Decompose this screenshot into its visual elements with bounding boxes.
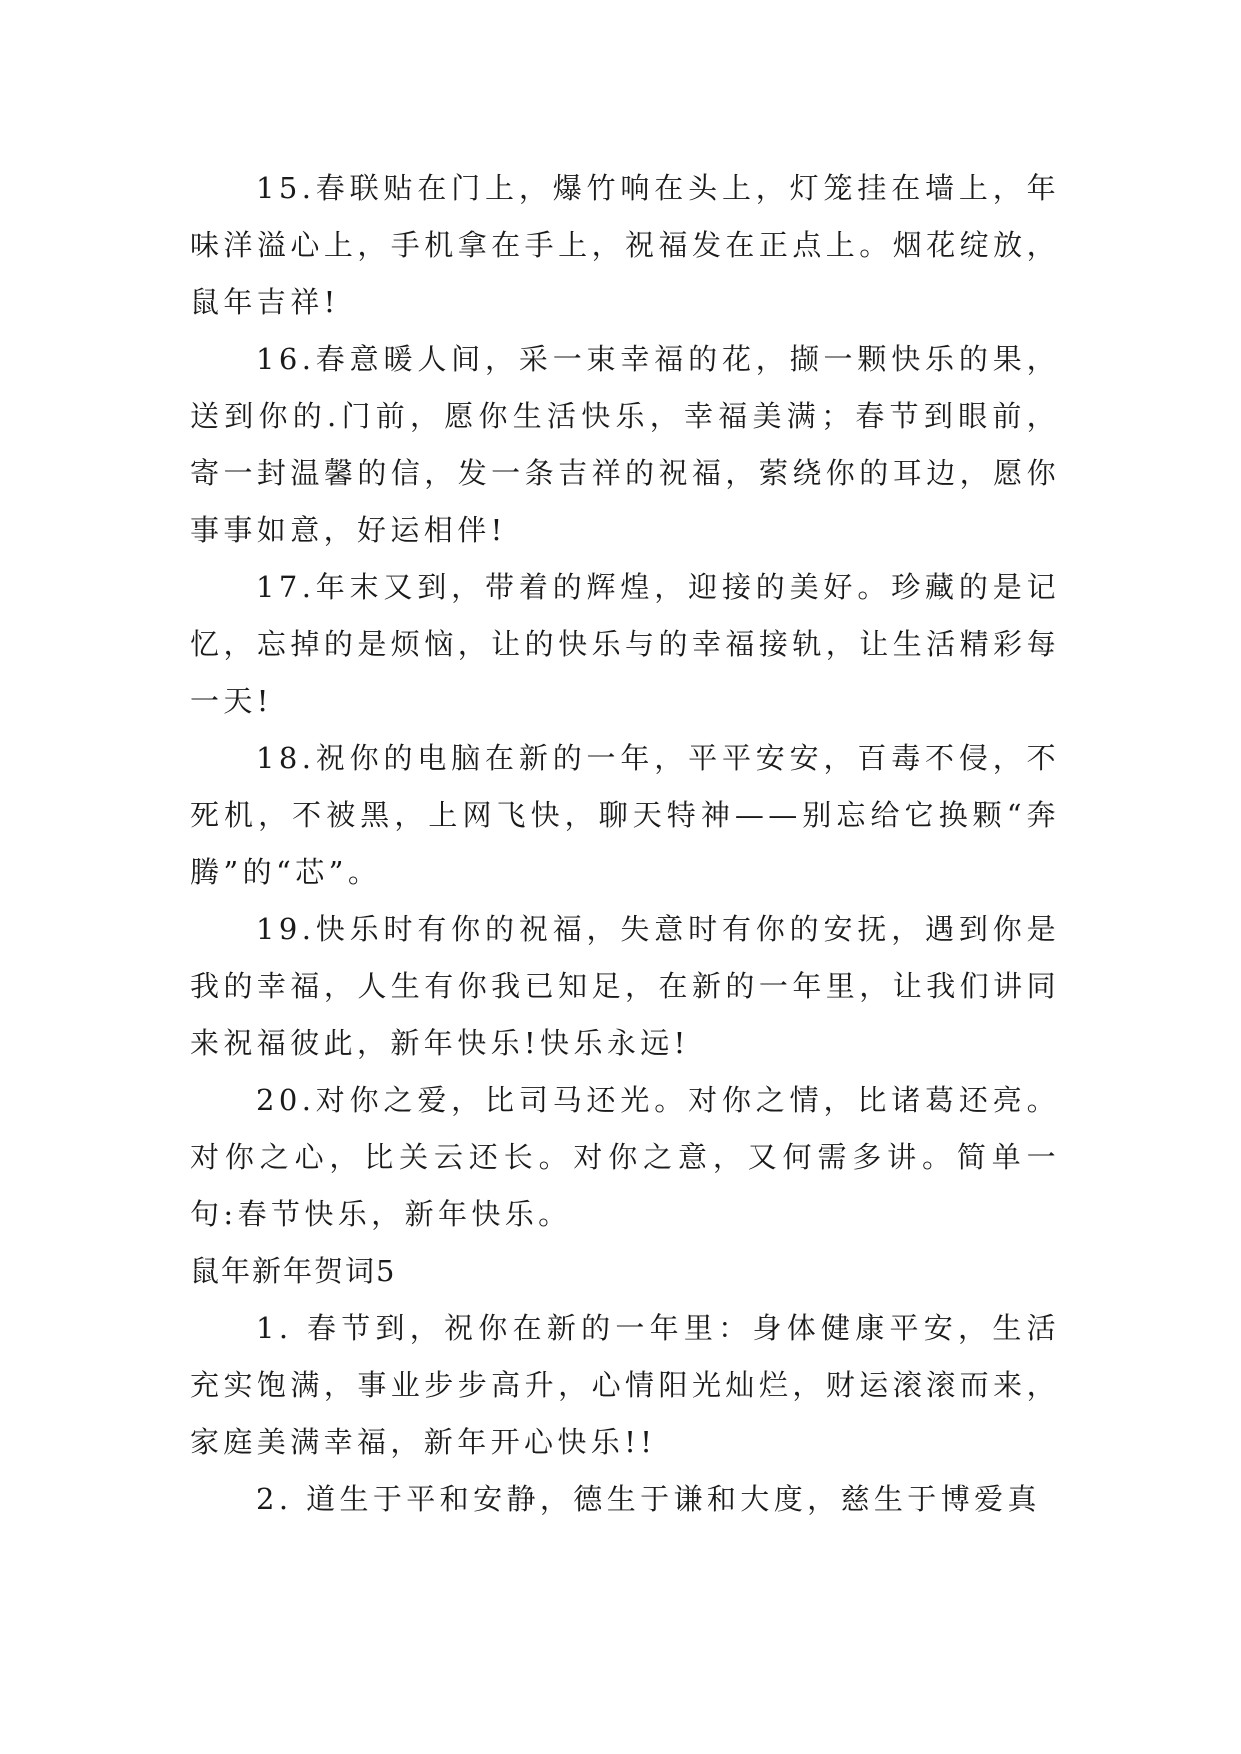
wish-paragraph-18: 18.祝你的电脑在新的一年，平平安安，百毒不侵，不死机，不被黑，上网飞快，聊天特神——别忘给它换颗“奔腾”的“芯”。 bbox=[190, 741, 1060, 889]
document-body bbox=[190, 160, 1060, 1528]
wish-paragraph-1: 1. 春节到，祝你在新的一年里：身体健康平安，生活充实饱满，事业步步高升，心情阳光灿烂，财运滚滚而来，家庭美满幸福，新年开心快乐!! bbox=[190, 1311, 1060, 1459]
section-heading: 鼠年新年贺词5 bbox=[190, 1254, 397, 1288]
wish-paragraph-20: 20.对你之爱，比司马还光。对你之情，比诸葛还亮。对你之心，比关云还长。对你之意，又何需多讲。简单一句:春节快乐，新年快乐。 bbox=[190, 1083, 1060, 1231]
wish-paragraph-16: 16.春意暖人间，采一束幸福的花，撷一颗快乐的果，送到你的.门前，愿你生活快乐，幸福美满；春节到眼前，寄一封温馨的信，发一条吉祥的祝福，萦绕你的耳边，愿你事事如意，好运相伴! bbox=[190, 342, 1060, 547]
wish-paragraph-19: 19.快乐时有你的祝福，失意时有你的安抚，遇到你是我的幸福，人生有你我已知足，在新的一年里，让我们讲同来祝福彼此，新年快乐!快乐永远! bbox=[190, 912, 1060, 1060]
wish-paragraph-17: 17.年末又到，带着的辉煌，迎接的美好。珍藏的是记忆，忘掉的是烦恼，让的快乐与的幸福接轨，让生活精彩每一天! bbox=[190, 570, 1060, 718]
wish-paragraph-2: 2. 道生于平和安静，德生于谦和大度，慈生于博爱真 bbox=[256, 1482, 1041, 1516]
wish-paragraph-15: 15.春联贴在门上，爆竹响在头上，灯笼挂在墙上，年味洋溢心上，手机拿在手上，祝福发在正点上。烟花绽放，鼠年吉祥! bbox=[190, 171, 1060, 319]
